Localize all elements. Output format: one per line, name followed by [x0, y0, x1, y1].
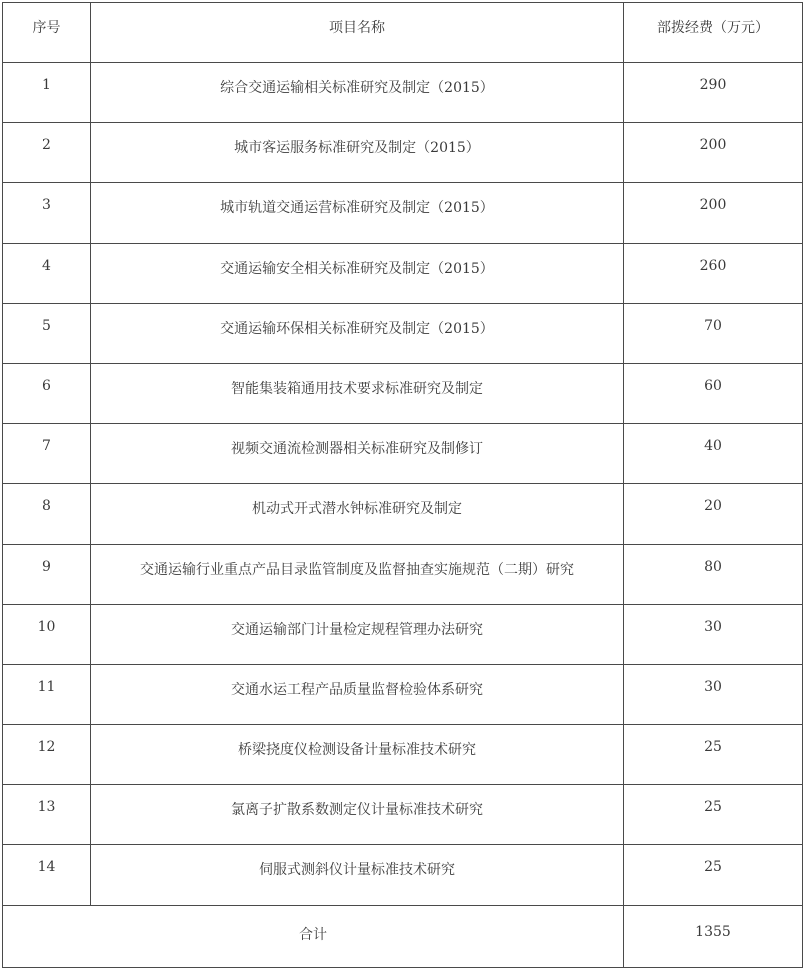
- table-row: [3, 604, 803, 664]
- total-label: 合计: [3, 905, 624, 967]
- row-project-name: 氯离子扩散系数测定仪计量标准技术研究: [91, 785, 624, 845]
- row-funding: 70: [624, 303, 803, 363]
- table-row: [3, 183, 803, 243]
- row-project-name: 视频交通流检测器相关标准研究及制修订: [91, 424, 624, 484]
- total-funding: 1355: [624, 905, 803, 967]
- row-funding: 30: [624, 604, 803, 664]
- table-row: [3, 424, 803, 484]
- row-number: 7: [3, 424, 91, 484]
- row-project-name: 交通水运工程产品质量监督检验体系研究: [91, 664, 624, 724]
- table-row: [3, 303, 803, 363]
- row-project-name: 交通运输环保相关标准研究及制定（2015）: [91, 303, 624, 363]
- row-funding: 30: [624, 664, 803, 724]
- header-row: [3, 3, 803, 63]
- row-project-name: 城市客运服务标准研究及制定（2015）: [91, 123, 624, 183]
- row-project-name: 交通运输行业重点产品目录监管制度及监督抽查实施规范（二期）研究: [91, 544, 624, 604]
- row-project-name: 交通运输安全相关标准研究及制定（2015）: [91, 243, 624, 303]
- row-funding: 25: [624, 845, 803, 905]
- table-row: [3, 725, 803, 785]
- row-project-name: 智能集装箱通用技术要求标准研究及制定: [91, 363, 624, 423]
- row-funding: 25: [624, 725, 803, 785]
- table-row: [3, 363, 803, 423]
- table-row: [3, 664, 803, 724]
- table-row: [3, 484, 803, 544]
- total-row: [3, 905, 803, 967]
- row-number: 2: [3, 123, 91, 183]
- row-funding: 260: [624, 243, 803, 303]
- table-row: [3, 544, 803, 604]
- header-funding: 部拨经费（万元）: [624, 3, 803, 63]
- row-project-name: 伺服式测斜仪计量标准技术研究: [91, 845, 624, 905]
- row-project-name: 综合交通运输相关标准研究及制定（2015）: [91, 63, 624, 123]
- row-number: 3: [3, 183, 91, 243]
- header-serial-number: 序号: [3, 3, 91, 63]
- row-funding: 25: [624, 785, 803, 845]
- table-row: [3, 785, 803, 845]
- row-number: 9: [3, 544, 91, 604]
- table-row: [3, 63, 803, 123]
- funding-table: [2, 2, 803, 968]
- row-number: 5: [3, 303, 91, 363]
- row-number: 6: [3, 363, 91, 423]
- table-row: [3, 243, 803, 303]
- row-project-name: 交通运输部门计量检定规程管理办法研究: [91, 604, 624, 664]
- row-number: 1: [3, 63, 91, 123]
- row-number: 12: [3, 725, 91, 785]
- row-number: 10: [3, 604, 91, 664]
- row-project-name: 机动式开式潜水钟标准研究及制定: [91, 484, 624, 544]
- row-number: 4: [3, 243, 91, 303]
- table-body: [3, 63, 803, 906]
- row-number: 8: [3, 484, 91, 544]
- header-project-name: 项目名称: [91, 3, 624, 63]
- table-footer: [3, 905, 803, 967]
- table-header: [3, 3, 803, 63]
- row-funding: 60: [624, 363, 803, 423]
- row-funding: 80: [624, 544, 803, 604]
- row-number: 14: [3, 845, 91, 905]
- row-funding: 200: [624, 183, 803, 243]
- row-funding: 40: [624, 424, 803, 484]
- row-funding: 200: [624, 123, 803, 183]
- row-funding: 20: [624, 484, 803, 544]
- table-row: [3, 845, 803, 905]
- row-number: 13: [3, 785, 91, 845]
- row-project-name: 桥梁挠度仪检测设备计量标准技术研究: [91, 725, 624, 785]
- row-project-name: 城市轨道交通运营标准研究及制定（2015）: [91, 183, 624, 243]
- table-row: [3, 123, 803, 183]
- row-funding: 290: [624, 63, 803, 123]
- row-number: 11: [3, 664, 91, 724]
